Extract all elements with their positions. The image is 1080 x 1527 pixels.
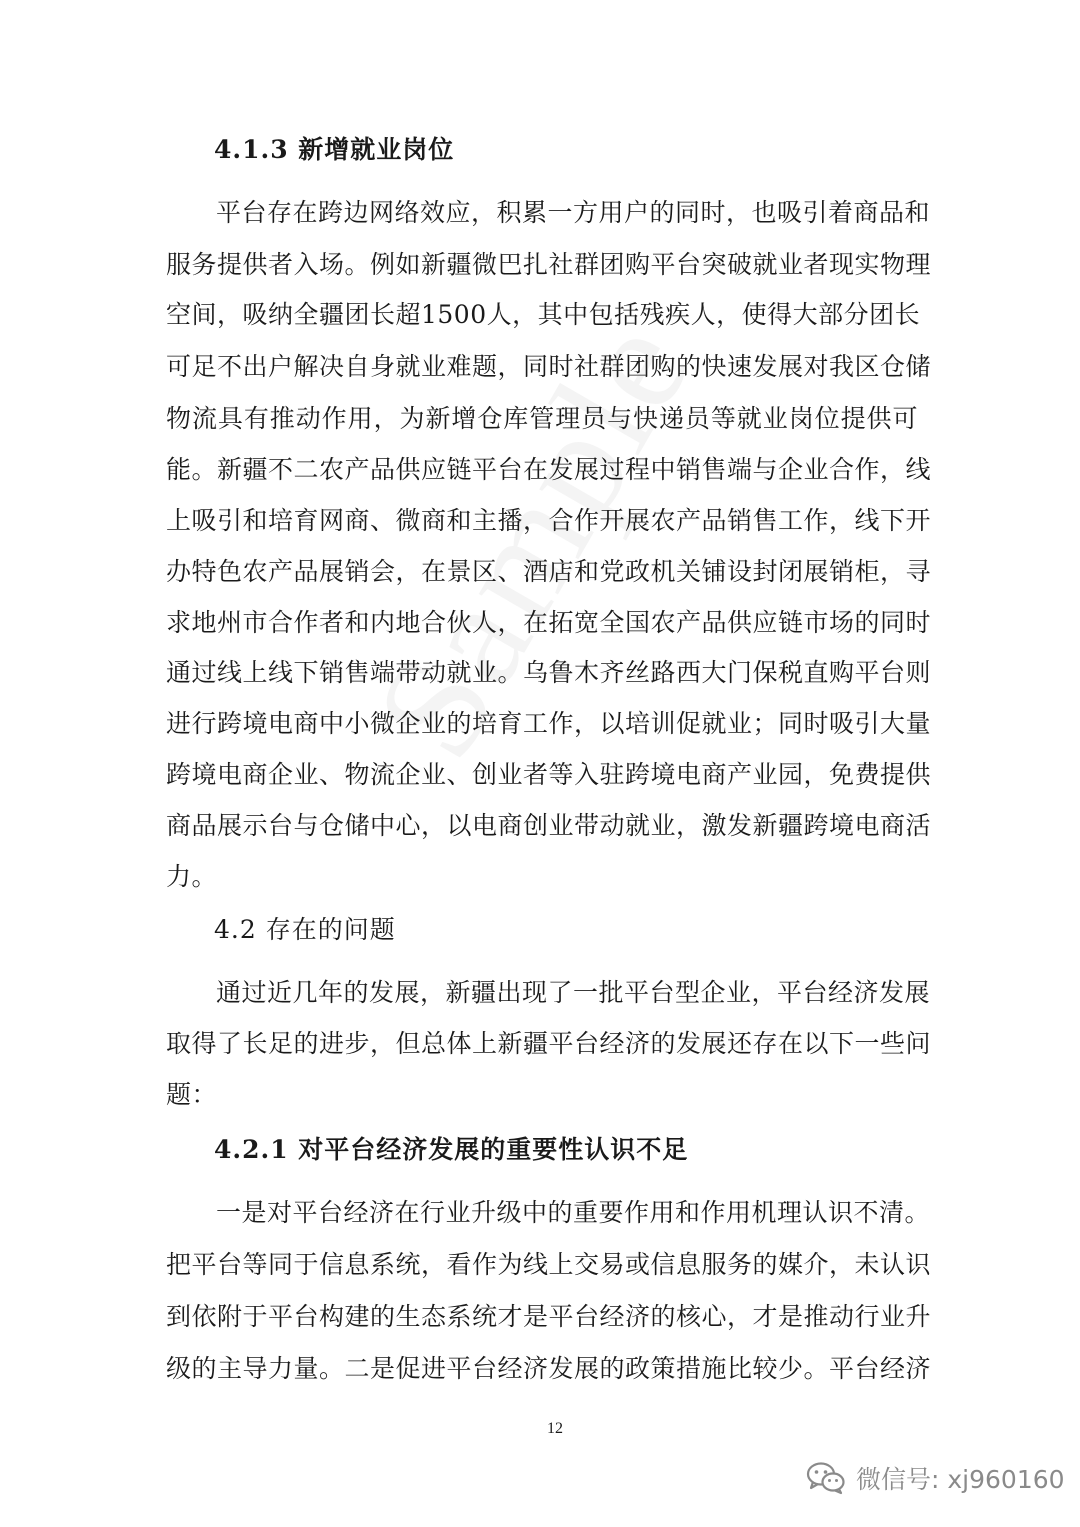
paragraph-line: 力。 — [166, 862, 218, 891]
paragraph-line: 办特色农产品展销会，在景区、酒店和党政机关铺设封闭展销柜，寻 — [166, 557, 932, 586]
paragraph-line: 题： — [166, 1080, 218, 1109]
paragraph-line: 空间，吸纳全疆团长超1500人，其中包括残疾人，使得大部分团长 — [166, 300, 921, 329]
paragraph-line: 通过近几年的发展，新疆出现了一批平台型企业，平台经济发展 — [216, 978, 931, 1007]
section-421-heading: 4.2.1 对平台经济发展的重要性认识不足 — [214, 1135, 689, 1164]
paragraph-line: 物流具有推动作用，为新增仓库管理员与快递员等就业岗位提供可 — [166, 404, 918, 433]
paragraph-line: 跨境电商企业、物流企业、创业者等入驻跨境电商产业园，免费提供 — [166, 760, 932, 789]
paragraph-line: 通过线上线下销售端带动就业。乌鲁木齐丝路西大门保税直购平台则 — [166, 658, 932, 687]
section-42-heading: 4.2 存在的问题 — [214, 915, 396, 944]
wechat-id-label: 微信号: xj960160 — [856, 1465, 1065, 1494]
paragraph-line: 到依附于平台构建的生态系统才是平台经济的核心，才是推动行业升 — [166, 1302, 932, 1331]
paragraph-line: 求地州市合作者和内地合伙人，在拓宽全国农产品供应链市场的同时 — [166, 608, 932, 637]
paragraph-line: 服务提供者入场。例如新疆微巴扎社群团购平台突破就业者现实物理 — [166, 250, 932, 279]
paragraph-line: 能。新疆不二农产品供应链平台在发展过程中销售端与企业合作，线 — [166, 455, 932, 484]
section-413-heading: 4.1.3 新增就业岗位 — [214, 135, 455, 164]
paragraph-line: 商品展示台与仓储中心，以电商创业带动就业，激发新疆跨境电商活 — [166, 811, 932, 840]
wechat-logo-icon — [806, 1461, 846, 1495]
paragraph-line: 取得了长足的进步，但总体上新疆平台经济的发展还存在以下一些问 — [166, 1029, 932, 1058]
wechat-account-footer — [806, 1458, 1065, 1498]
paragraph-line: 级的主导力量。二是促进平台经济发展的政策措施比较少。平台经济 — [166, 1354, 932, 1383]
paragraph-line: 进行跨境电商中小微企业的培育工作，以培训促就业；同时吸引大量 — [166, 709, 932, 738]
page-number: 12 — [547, 1420, 563, 1437]
paragraph-line: 上吸引和培育网商、微商和主播，合作开展农产品销售工作，线下开 — [166, 506, 932, 535]
paragraph-line: 把平台等同于信息系统，看作为线上交易或信息服务的媒介，未认识 — [166, 1250, 932, 1279]
paragraph-line: 平台存在跨边网络效应，积累一方用户的同时，也吸引着商品和 — [216, 198, 931, 227]
paragraph-line: 可足不出户解决自身就业难题，同时社群团购的快速发展对我区仓储 — [166, 352, 932, 381]
paragraph-line: 一是对平台经济在行业升级中的重要作用和作用机理认识不清。 — [216, 1198, 931, 1227]
